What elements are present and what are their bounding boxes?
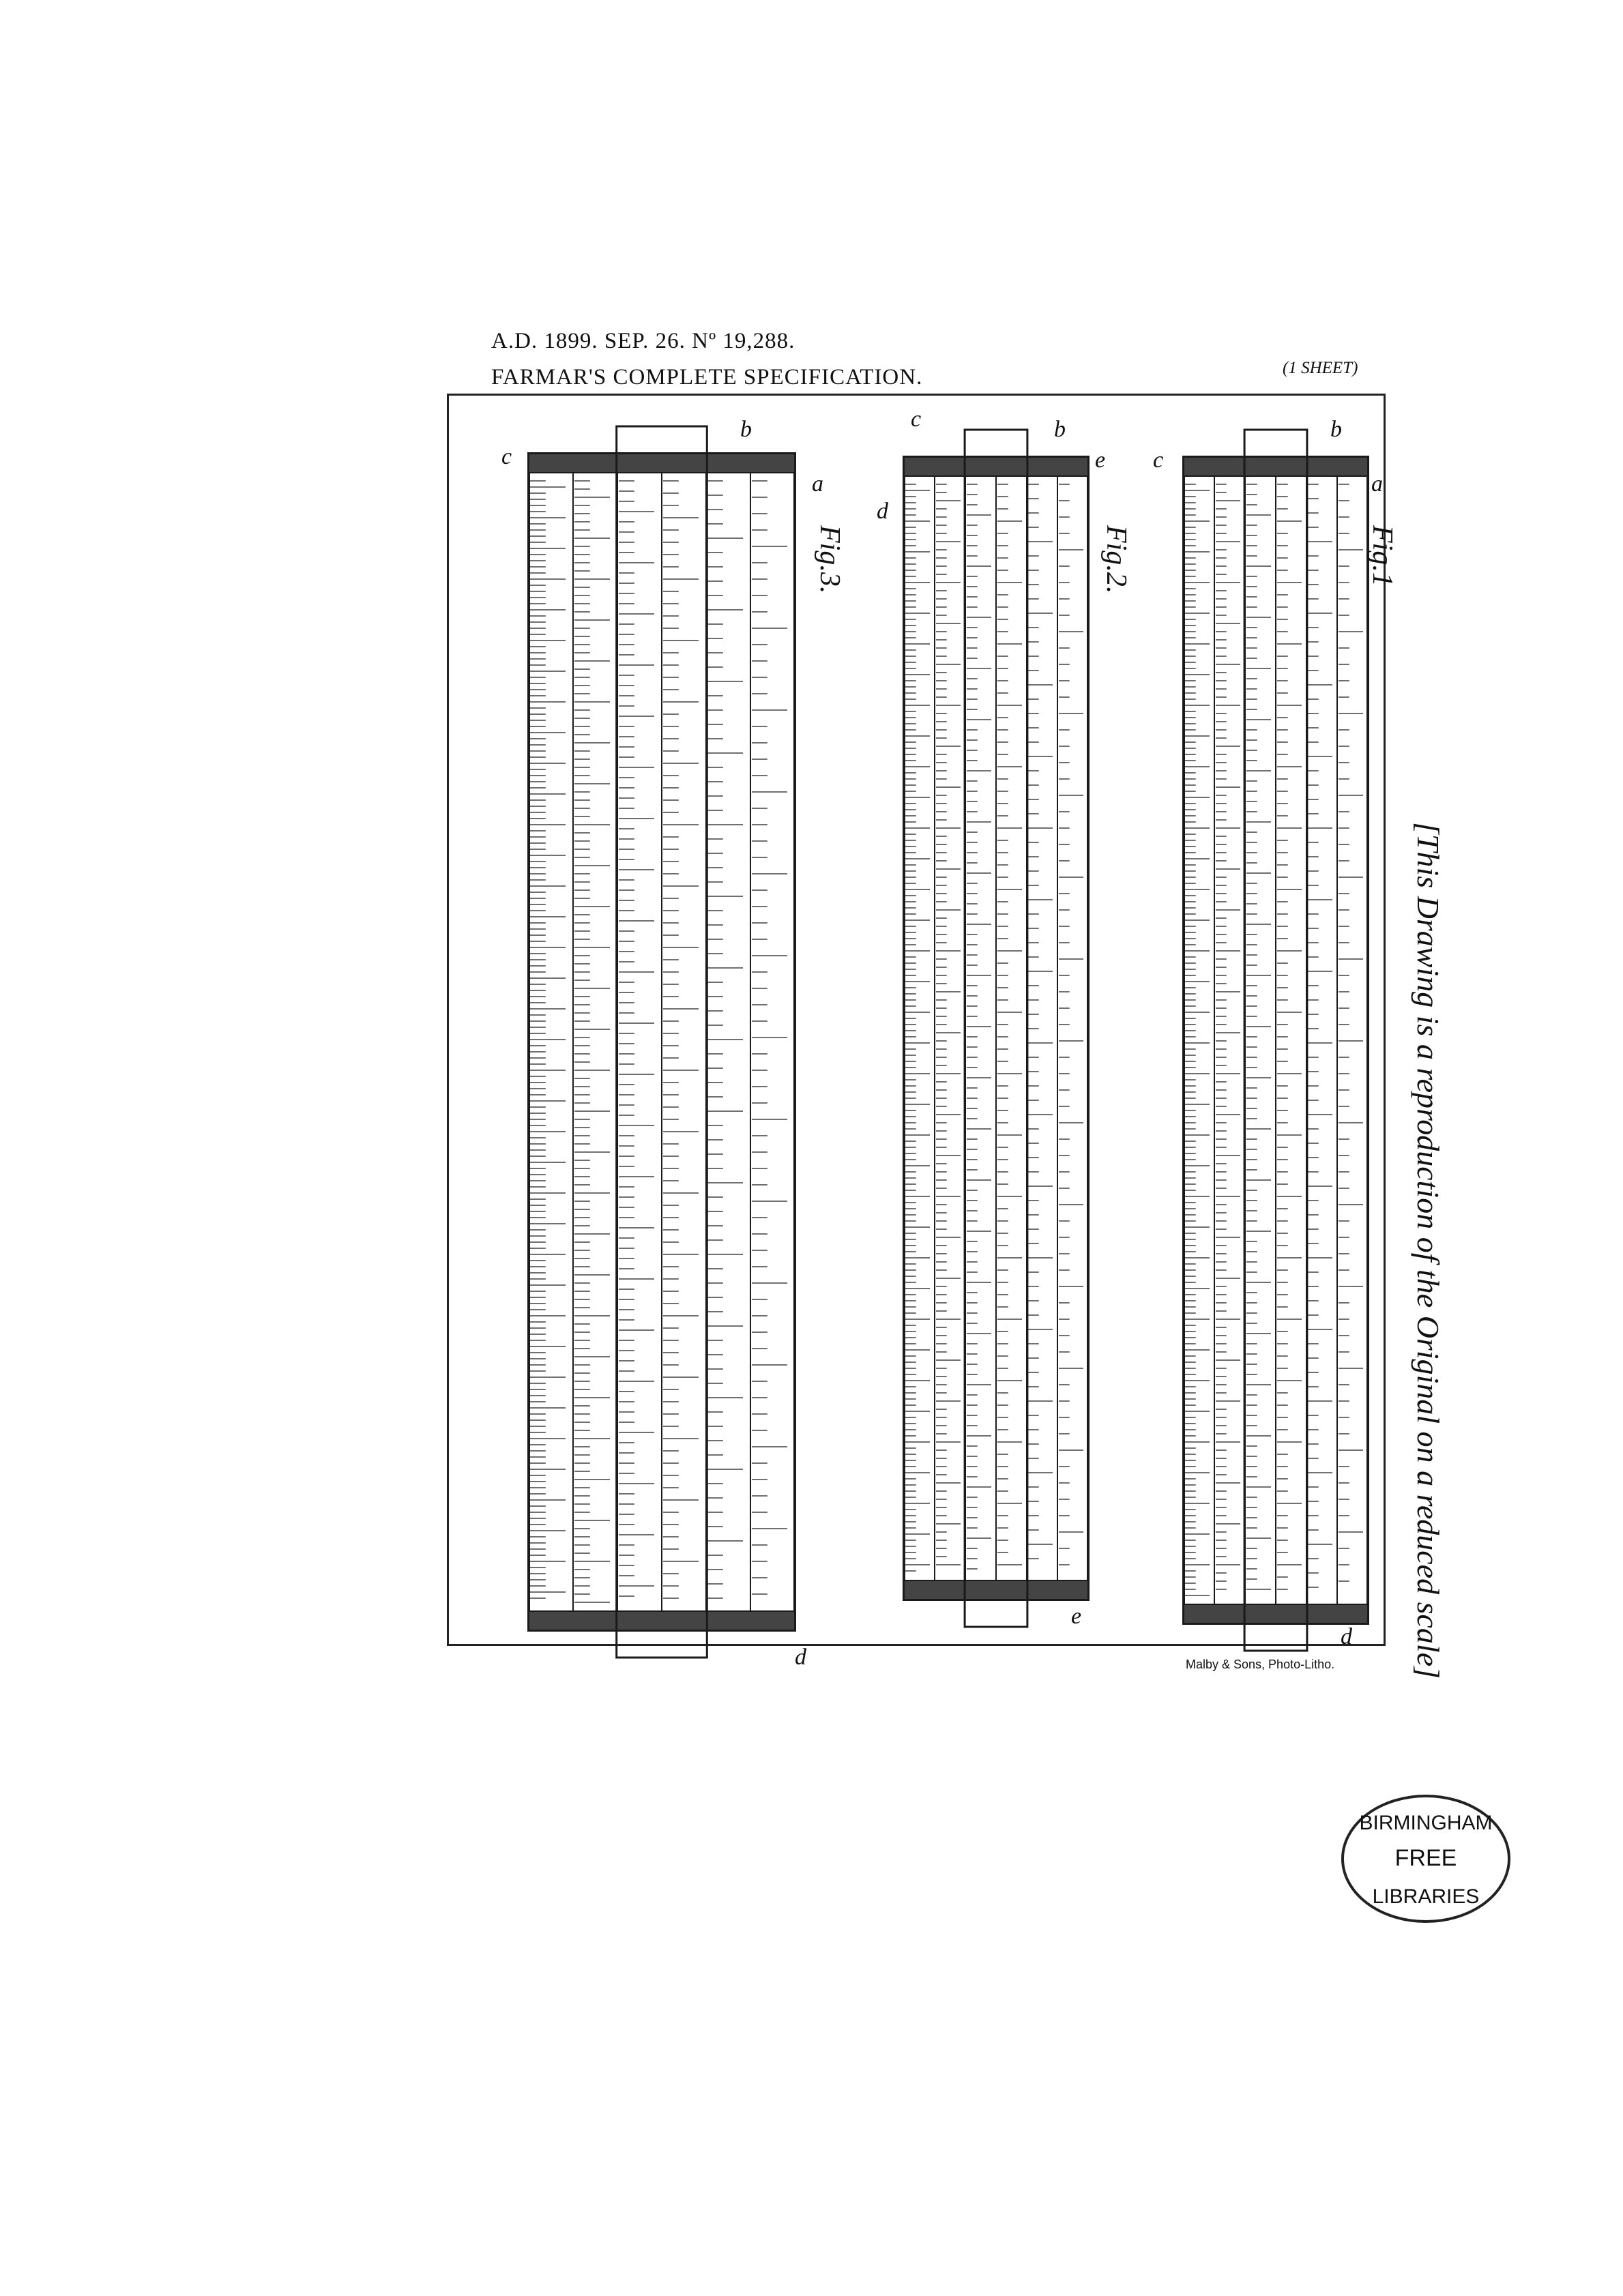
rule-fig2-ticks [967, 484, 991, 1569]
rule-fig1-end-bottom [1184, 1604, 1368, 1623]
rule-fig3-ticks [752, 481, 787, 1594]
rule-fig3-ticks [663, 481, 699, 1598]
patent-date-number: A.D. 1899. SEP. 26. Nº 19,288. [491, 329, 795, 353]
figure-2-label: Fig.2. [1100, 525, 1132, 594]
rule-fig3-ticks [619, 481, 654, 1596]
rule-fig1-ticks [1339, 484, 1363, 1581]
ref-letter-d3: d [795, 1645, 806, 1670]
rule-fig1-end-top [1184, 457, 1368, 476]
rule-fig2-ticks [905, 484, 930, 1571]
ref-letter-c3: c [501, 444, 512, 469]
ref-letter-d2: d [877, 499, 888, 524]
sheet-count: (1 SHEET) [1283, 359, 1358, 377]
ref-letter-d1: d [1341, 1624, 1352, 1649]
stamp-line-1: BIRMINGHAM [1359, 1812, 1493, 1834]
ref-letter-b2: b [1054, 417, 1066, 442]
ref-letter-b1: b [1330, 417, 1342, 442]
ref-letter-a3: a [812, 471, 823, 497]
rule-fig2-ticks [997, 484, 1022, 1565]
ref-letter-e2: e [1095, 447, 1106, 473]
rule-fig3-ticks [530, 481, 566, 1598]
specification-title: FARMAR'S COMPLETE SPECIFICATION. [491, 365, 923, 389]
rule-fig2-end-top [904, 457, 1088, 476]
library-stamp [1337, 1787, 1515, 1930]
rule-fig3-ticks [574, 481, 610, 1602]
slide-rules [529, 426, 1368, 1658]
printer-credit: Malby & Sons, Photo-Litho. [1186, 1658, 1335, 1671]
rule-fig3-end-bottom [529, 1611, 795, 1630]
stamp-line-2: FREE [1394, 1845, 1457, 1871]
ref-letter-a1: a [1371, 471, 1383, 497]
figure-3-label: Fig.3. [814, 525, 845, 594]
rule-fig1-ticks [1308, 484, 1332, 1587]
ref-letter-c1: c [1153, 447, 1164, 473]
ref-letter-c2: c [911, 407, 922, 432]
rule-fig2-ticks [936, 484, 961, 1565]
rule-fig2-end-bottom [904, 1580, 1088, 1600]
reference-letters [501, 407, 1383, 1670]
rule-fig1-ticks [1216, 484, 1240, 1589]
figure-1-label: Fig.1 [1366, 525, 1398, 587]
rule-fig1-ticks [1277, 484, 1302, 1589]
rule-fig1-ticks [1246, 484, 1271, 1589]
ref-letter-e2b: e [1071, 1604, 1082, 1629]
rule-fig2-ticks [1028, 484, 1053, 1559]
rule-fig3-ticks [707, 481, 743, 1598]
rule-fig2-ticks [1059, 484, 1083, 1565]
stamp-line-3: LIBRARIES [1372, 1885, 1480, 1908]
rule-fig3-end-top [529, 454, 795, 473]
reproduction-note: [This Drawing is a reproduction of the Original on a reduced scale] [1411, 822, 1446, 1679]
rule-fig1-ticks [1185, 484, 1210, 1595]
ref-letter-b3: b [740, 417, 752, 442]
